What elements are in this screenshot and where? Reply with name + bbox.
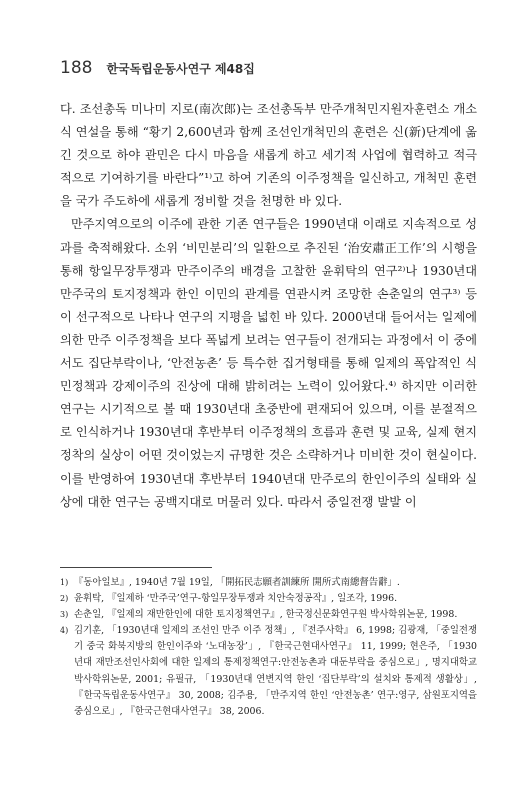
footnote: [60, 575, 477, 591]
footnote-mark: 3): [60, 610, 69, 620]
footnote-text: 김기훈, 「1930년대 일제의 조선인 만주 이주 정책」, 『전주사학』 6, 1998; 김광재, 「중일전쟁기 중국 화북지방의 한인이주와 ‘노대농장’」, 『한국근현대사연구』 11, 1999; 현은주, 「1930년대 재만조선인사회에 대한 일제의 통제정책연구:안전농촌과 대둔부락을 중심으로」, 명지대학교 박사학위논문, 2001; 유필규, 「1930년대 연변지역 한인 ‘집단부락’의 설치와 통제적 생활상」, 『한국독립운동사연구』 30, 2008; 김주용, 「만주지역 한인 ‘안전농촌’ 연구:영구, 삼원포지역을 중심으로」, 『한국근현대사연구』 38, 2006.: [74, 625, 477, 717]
journal-title: 한국독립운동사연구 제48집: [106, 62, 255, 76]
footnotes: [60, 575, 477, 720]
body-text: [60, 98, 477, 514]
footnote-text: 『동아일보』, 1940년 7월 19일, 「開拓民志願者訓練所 開所式南總督告辭」.: [74, 577, 400, 588]
page-number: 188: [60, 58, 93, 78]
footnote-divider: [60, 567, 212, 568]
footnote-mark: 2): [60, 594, 69, 604]
paragraph: 다. 조선총독 미나미 지로(南次郎)는 조선총독부 만주개척민지원자훈련소 개소식 연설을 통해 “황기 2,600년과 함께 조선인개척민의 훈련은 신(新)단계에 옮긴 것으로 하야 관민은 다시 마음을 새롭게 하고 세기적 사업에 협력하고 적극적으로 기여하기를 바란다”¹⁾고 하여 기존의 이주정책을 일신하고, 개척민 훈련을 국가 주도하에 새롭게 정비할 것을 천명한 바 있다.: [60, 102, 477, 209]
footnote-mark: 1): [60, 578, 69, 587]
footnote-text: 윤휘탁, 『일제하 ‘만주국’연구-항일무장투쟁과 치안숙정공작』, 일조각, 1996.: [74, 593, 398, 605]
footnote: [60, 607, 477, 623]
footnote-text: 손춘일, 『일제의 재만한인에 대한 토지정책연구』, 한국정신문화연구원 박사학위논문, 1998.: [74, 609, 458, 621]
page-header: [60, 58, 255, 78]
footnote: [60, 623, 477, 720]
paragraph: 만주지역으로의 이주에 관한 기존 연구들은 1990년대 이래로 지속적으로 성과를 축적해왔다. 소위 ‘비민분리’의 일환으로 추진된 ‘治安肅正工作’의 시행을 통해 항일무장투쟁과 만주이주의 배경을 고찰한 윤휘탁의 연구²⁾나 1930년대 만주국의 토지정책과 한인 이민의 관계를 연관시켜 조망한 손춘일의 연구³⁾ 등이 선구적으로 나타나 연구의 지평을 넓힌 바 있다. 2000년대 들어서는 일제에 의한 만주 이주정책을 보다 폭넓게 보려는 연구들이 전개되는 과정에서 이 중에서도 집단부락이나, ‘안전농촌’ 등 특수한 집거형태를 통해 일제의 폭압적인 식민정책과 강제이주의 진상에 대해 밝히려는 노력이 있어왔다.⁴⁾ 하지만 이러한 연구는 시기적으로 볼 때 1930년대 초중반에 편재되어 있으며, 이를 분절적으로 인식하거나 1930년대 후반부터 이주정책의 흐름과 훈련 및 교육, 실제 현지정착의 실상이 어떤 것이었는지 규명한 것은 소략하거나 미비한 것이 현실이다. 이를 반영하여 1930년대 후반부터 1940년대 만주로의 한인이주의 실태와 실상에 대한 연구는 공백지대로 머물러 있다. 따라서 중일전쟁 발발 이: [60, 217, 477, 509]
footnote: [60, 591, 477, 607]
footnote-mark: 4): [60, 626, 69, 636]
